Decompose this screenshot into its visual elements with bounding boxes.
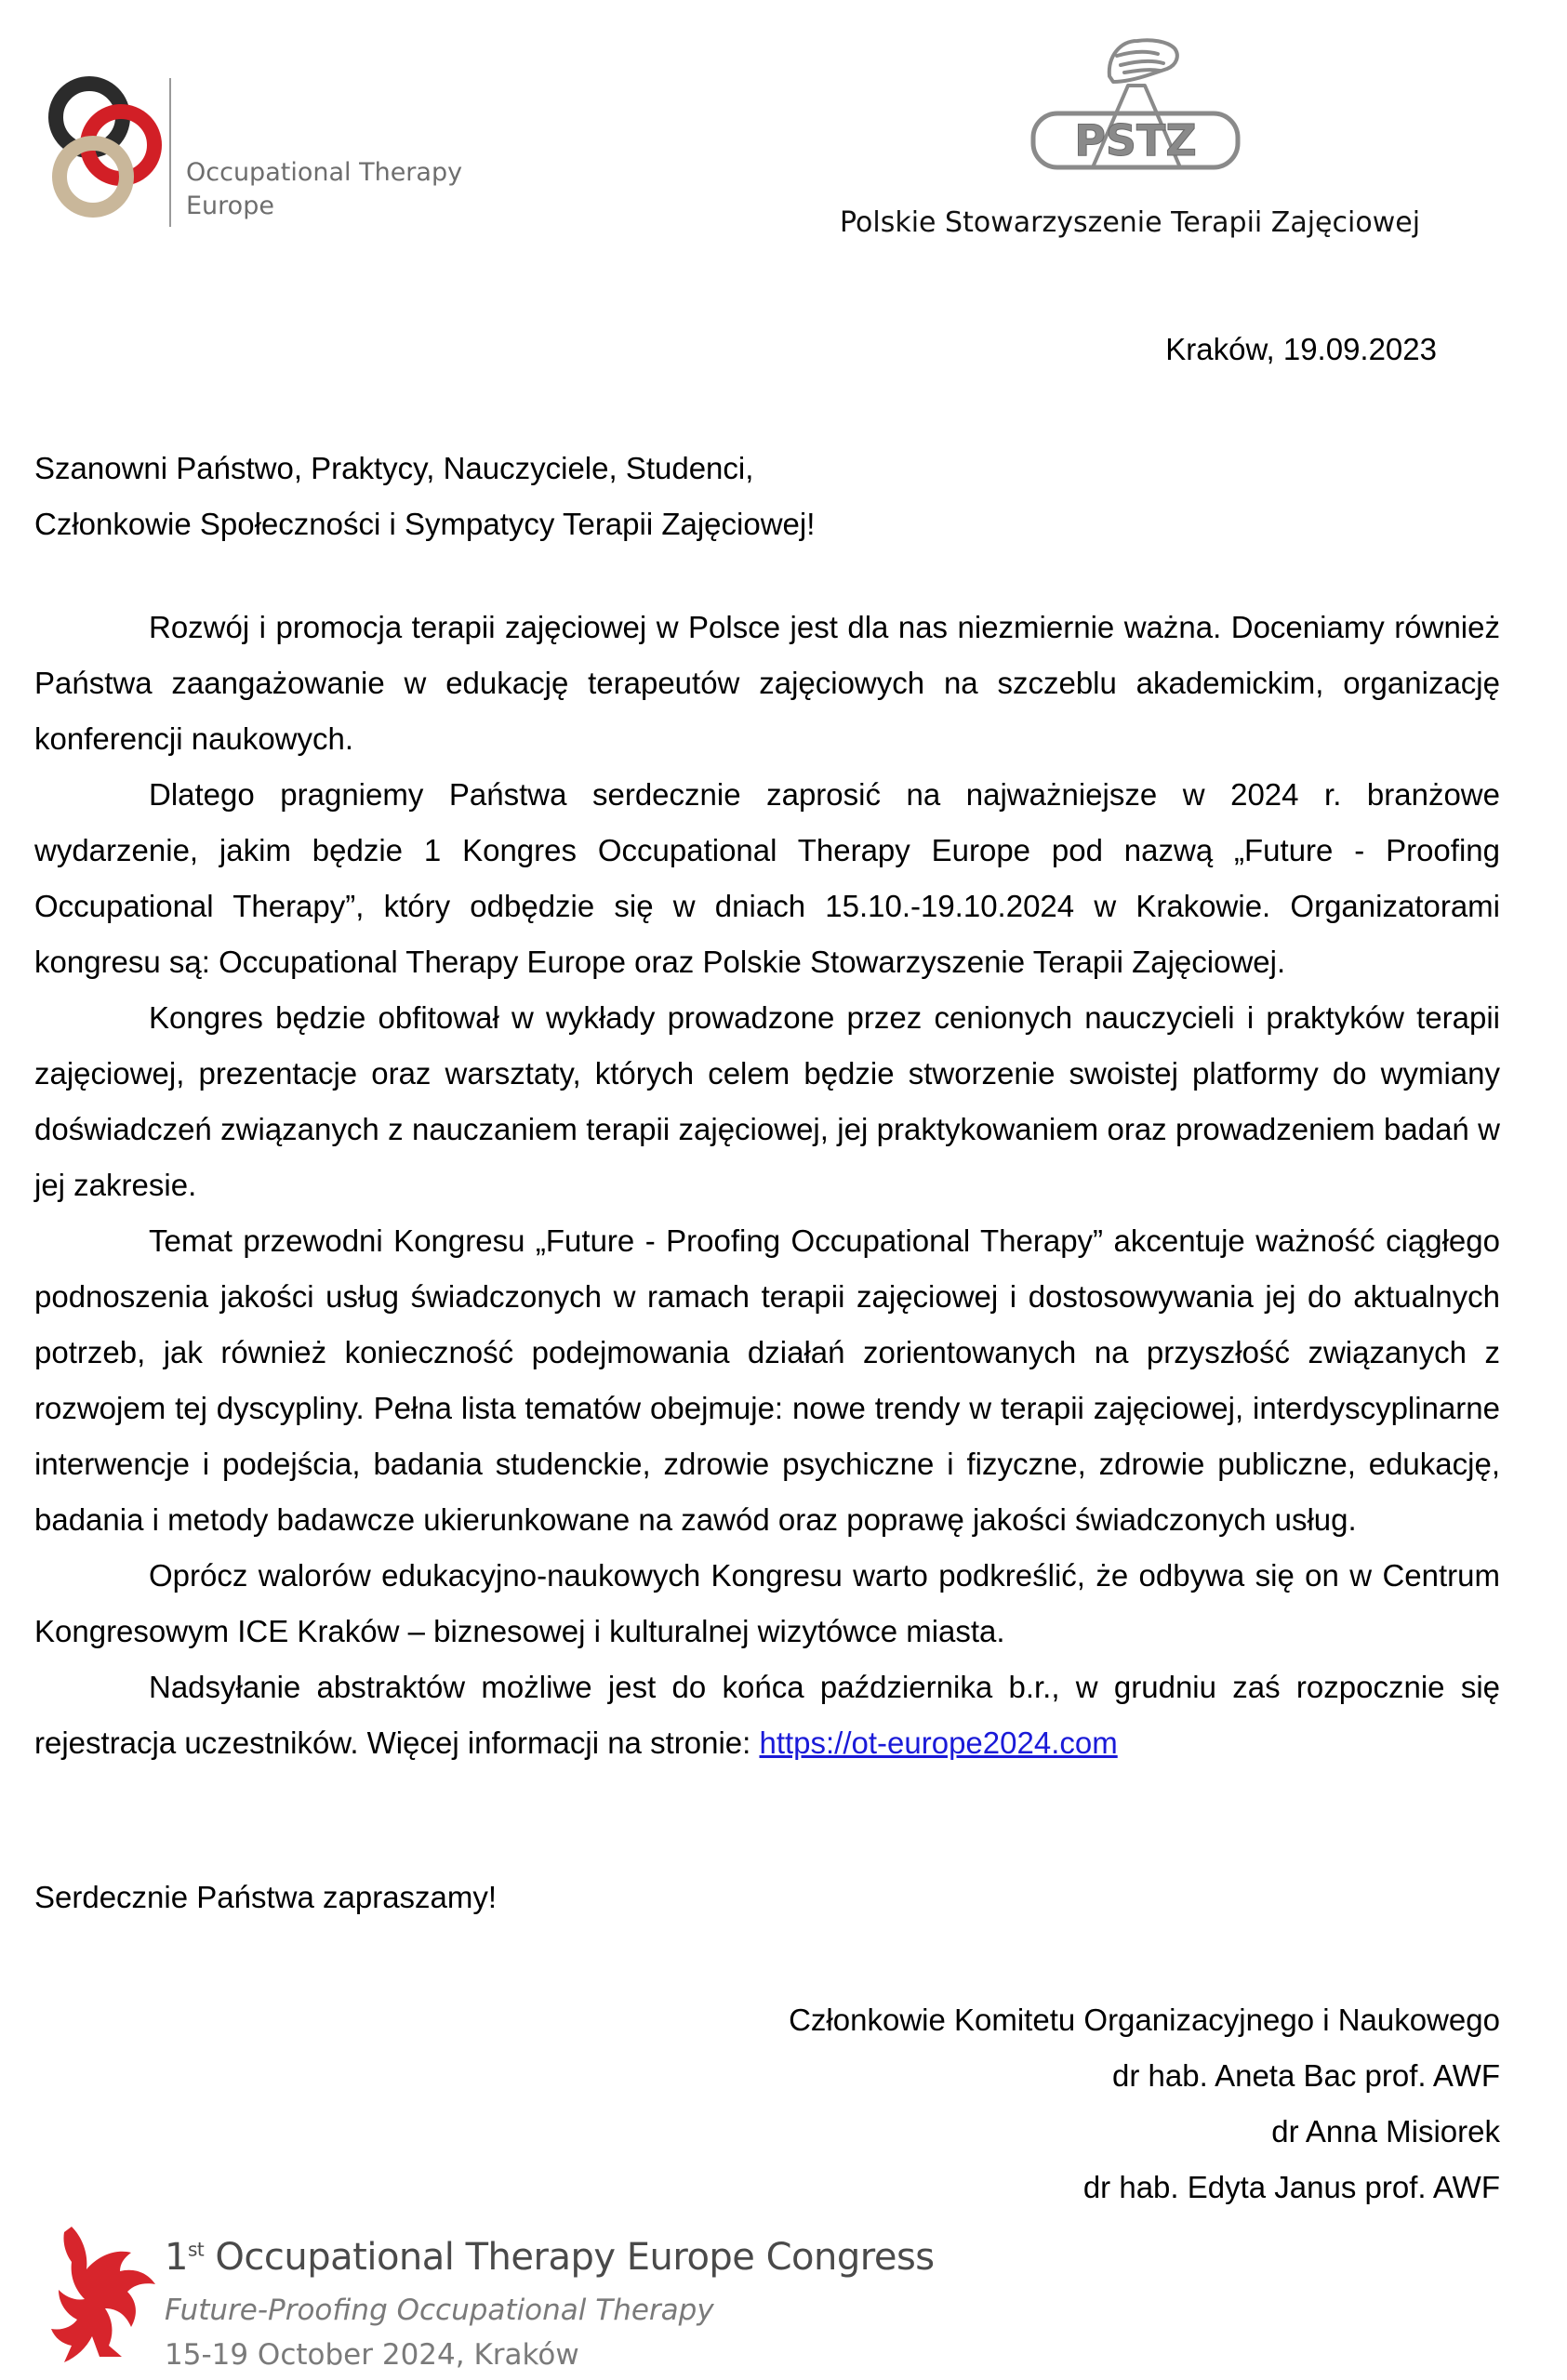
salutation-line: Szanowni Państwo, Praktycy, Nauczyciele, Studenci, [34,451,754,485]
congress-ordinal: 1 [165,2236,188,2279]
pstz-full-name: Polskie Stowarzyszenie Terapii Zajęciowej [840,206,1421,239]
ote-logo-line1: Occupational Therapy [186,158,463,187]
signature-line: dr Anna Misiorek [1271,2114,1500,2149]
body-paragraph-last [34,1659,1500,1771]
body-paragraph: Oprócz walorów edukacyjno-naukowych Kongresu warto podkreślić, że odbywa się on w Centrum Kongresowym ICE Kraków – biznesowej i kulturalnej wizytówce miasta. [34,1558,1500,1648]
body-paragraph: Dlatego pragniemy Państwa serdecznie zaprosić na najważniejsze w 2024 r. branżowe wydarzenie, jakim będzie 1 Kongres Occupational Therapy Europe pod nazwą „Future - Proofing Occupational Therapy”, który odbędzie się w dniach 15.10.-19.10.2024 w Krakowie. Organizatorami kongresu są: Occupational Therapy Europe oraz Polskie Stowarzyszenie Terapii Zajęciowej. [34,777,1500,979]
letter-date: Kraków, 19.09.2023 [1165,332,1437,366]
signature-block [789,1992,1500,2215]
body-paragraph: Rozwój i promocja terapii zajęciowej w Polsce jest dla nas niezmiernie ważna. Doceniamy również Państwa zaangażowanie w edukację terapeutów zajęciowych na szczeblu akademickim, organizację konferencji naukowych. [34,610,1500,756]
congress-logo [34,2217,935,2375]
salutation-line: Członkowie Społeczności i Sympatycy Terapii Zajęciowej! [34,507,816,541]
congress-dates: 15-19 October 2024, Kraków [165,2338,579,2372]
signature-line: dr hab. Edyta Janus prof. AWF [1082,2170,1500,2204]
pstz-logo-text: PSTZ [1074,115,1197,165]
closing-line: Serdecznie Państwa zapraszamy! [34,1880,498,1914]
congress-website-link[interactable]: https://ot-europe2024.com [759,1726,1118,1760]
ote-logo-text [186,156,462,223]
ote-divider [169,78,171,227]
body-paragraph: Kongres będzie obfitował w wykłady prowadzone przez cenionych nauczycieli i praktyków terapii zajęciowej, prezentacje oraz warsztaty, których celem będzie stworzenie swoistej platformy do wymiany doświadczeń związanych z nauczaniem terapii zajęciowej, jej praktykowaniem oraz prowadzeniem badań w jej zakresie. [34,1000,1500,1202]
congress-title-text: Occupational Therapy Europe Congress [204,2236,935,2279]
letter-body [34,600,1500,1771]
ote-rings-icon [45,73,175,221]
ote-logo-line2: Europe [186,192,274,220]
congress-ordinal-suffix: st [187,2238,205,2261]
congress-title [165,2236,935,2279]
body-paragraph: Temat przewodni Kongresu „Future - Proofing Occupational Therapy” akcentuje ważność ciągłego podnoszenia jakości usług świadczonych w ramach terapii zajęciowej i dostosowywania jej do aktualnych potrzeb, jak również konieczność podejmowania działań zorientowanych na przyszłość związanych z rozwojem tej dyscypliny. Pełna lista tematów obejmuje: nowe trendy w terapii zajęciowej, interdyscyplinarne interwencje i podejścia, badania studenckie, zdrowie psychiczne i fizyczne, zdrowie publiczne, edukację, badania i metody badawcze ukierunkowane na zawód oraz poprawę jakości świadczonych usług. [34,1223,1500,1537]
congress-subtitle: Future-Proofing Occupational Therapy [165,2294,714,2327]
pstz-logo [1028,28,1246,186]
signature-line: dr hab. Aneta Bac prof. AWF [1112,2058,1500,2093]
ote-logo [45,73,472,249]
last-paragraph-text: Nadsyłanie abstraktów możliwe jest do końca października b.r., w grudniu zaś rozpocznie się rejestracja uczestników. Więcej informacji na stronie: [34,1670,1500,1760]
signature-line: Członkowie Komitetu Organizacyjnego i Naukowego [789,2003,1500,2037]
salutation [34,441,1494,552]
dragon-icon [34,2217,165,2375]
